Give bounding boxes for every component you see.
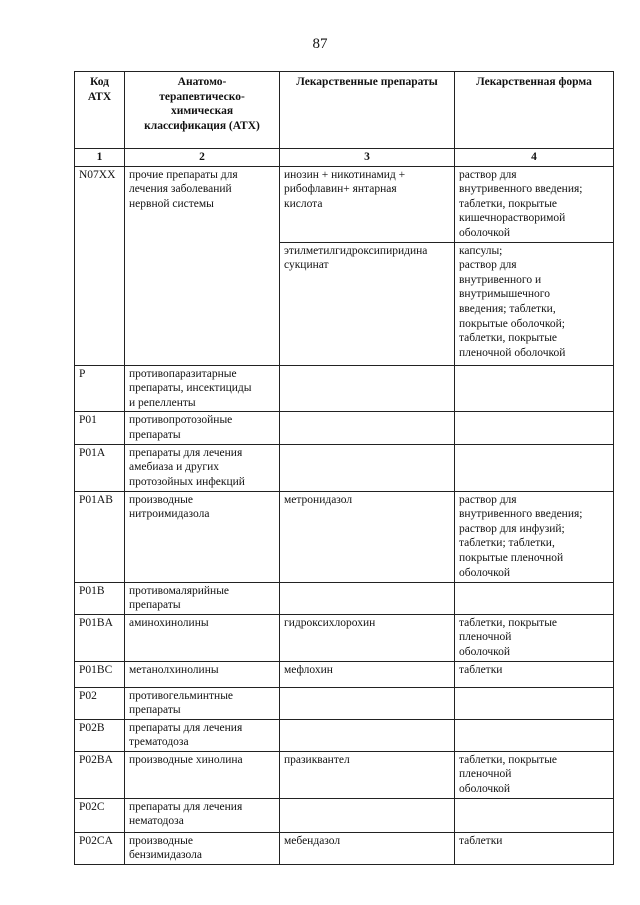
atc-group-cell: препараты для лечения трематодоза: [125, 719, 280, 751]
atc-group-cell: аминохинолины: [125, 614, 280, 661]
atc-code-cell: N07XX: [75, 166, 125, 365]
header-atc-classification: Анатомо- терапевтическо- химическая классификация (АТХ): [125, 72, 280, 149]
atc-group-cell: противомалярийные препараты: [125, 582, 280, 614]
drug-cell: инозин + никотинамид + рибофлавин+ янтарная кислота: [280, 166, 455, 242]
table-row: [75, 832, 614, 864]
atc-group-cell: прочие препараты для лечения заболеваний нервной системы: [125, 166, 280, 365]
atc-group-cell: производные нитроимидазола: [125, 491, 280, 582]
table-row: [75, 491, 614, 582]
dosage-form-cell: капсулы; раствор для внутривенного и внутримышечного введения; таблетки, покрытые оболочкой; таблетки, покрытые пленочной оболочкой: [455, 242, 614, 365]
atc-group-cell: противогельминтные препараты: [125, 687, 280, 719]
atc-code-cell: P01: [75, 412, 125, 444]
table-row: [75, 582, 614, 614]
atc-drug-table: [74, 71, 614, 865]
dosage-form-cell: таблетки, покрытые пленочной оболочкой: [455, 751, 614, 798]
atc-code-cell: P01B: [75, 582, 125, 614]
header-dosage-form: Лекарственная форма: [455, 72, 614, 149]
drug-cell: [280, 412, 455, 444]
atc-group-cell: производные хинолина: [125, 751, 280, 798]
dosage-form-cell: [455, 412, 614, 444]
drug-cell: гидроксихлорохин: [280, 614, 455, 661]
table-row: [75, 412, 614, 444]
atc-group-cell: противопротозойные препараты: [125, 412, 280, 444]
column-number: 3: [280, 149, 455, 167]
dosage-form-cell: [455, 719, 614, 751]
atc-code-cell: P02C: [75, 798, 125, 832]
dosage-form-cell: [455, 444, 614, 491]
drug-cell: метронидазол: [280, 491, 455, 582]
dosage-form-cell: [455, 582, 614, 614]
table-row: [75, 661, 614, 687]
dosage-form-cell: [455, 687, 614, 719]
drug-cell: мебендазол: [280, 832, 455, 864]
atc-group-cell: метанолхинолины: [125, 661, 280, 687]
table-row: [75, 365, 614, 412]
drug-cell: [280, 365, 455, 412]
column-number: 1: [75, 149, 125, 167]
dosage-form-cell: [455, 365, 614, 412]
table-row: [75, 798, 614, 832]
drug-cell: празиквантел: [280, 751, 455, 798]
table-row: [75, 444, 614, 491]
drug-cell: [280, 444, 455, 491]
drug-cell: [280, 582, 455, 614]
atc-code-cell: P01AB: [75, 491, 125, 582]
header-drugs: Лекарственные препараты: [280, 72, 455, 149]
column-number-row: [75, 149, 614, 167]
atc-group-cell: препараты для лечения амебиаза и других протозойных инфекций: [125, 444, 280, 491]
header-row: [75, 72, 614, 149]
drug-cell: этилметилгидроксипиридина сукцинат: [280, 242, 455, 365]
column-number: 4: [455, 149, 614, 167]
dosage-form-cell: раствор для внутривенного введения; таблетки, покрытые кишечнорастворимой оболочкой: [455, 166, 614, 242]
table-row: [75, 719, 614, 751]
atc-code-cell: P: [75, 365, 125, 412]
table-row: [75, 751, 614, 798]
dosage-form-cell: таблетки: [455, 661, 614, 687]
atc-code-cell: P02: [75, 687, 125, 719]
table-row: [75, 687, 614, 719]
drug-cell: [280, 798, 455, 832]
drug-cell: [280, 719, 455, 751]
atc-code-cell: P02BA: [75, 751, 125, 798]
table-row: [75, 166, 614, 242]
dosage-form-cell: таблетки: [455, 832, 614, 864]
atc-code-cell: P01BC: [75, 661, 125, 687]
dosage-form-cell: [455, 798, 614, 832]
dosage-form-cell: раствор для внутривенного введения; раствор для инфузий; таблетки; таблетки, покрытые пленочной оболочкой: [455, 491, 614, 582]
atc-code-cell: P02CA: [75, 832, 125, 864]
drug-cell: мефлохин: [280, 661, 455, 687]
drug-cell: [280, 687, 455, 719]
page-number: 87: [312, 36, 328, 52]
table-row: [75, 614, 614, 661]
dosage-form-cell: таблетки, покрытые пленочной оболочкой: [455, 614, 614, 661]
atc-code-cell: P02B: [75, 719, 125, 751]
column-number: 2: [125, 149, 280, 167]
atc-group-cell: препараты для лечения нематодоза: [125, 798, 280, 832]
atc-code-cell: P01A: [75, 444, 125, 491]
header-code: Код АТХ: [75, 72, 125, 149]
atc-code-cell: P01BA: [75, 614, 125, 661]
atc-group-cell: противопаразитарные препараты, инсектициды и репелленты: [125, 365, 280, 412]
atc-group-cell: производные бензимидазола: [125, 832, 280, 864]
